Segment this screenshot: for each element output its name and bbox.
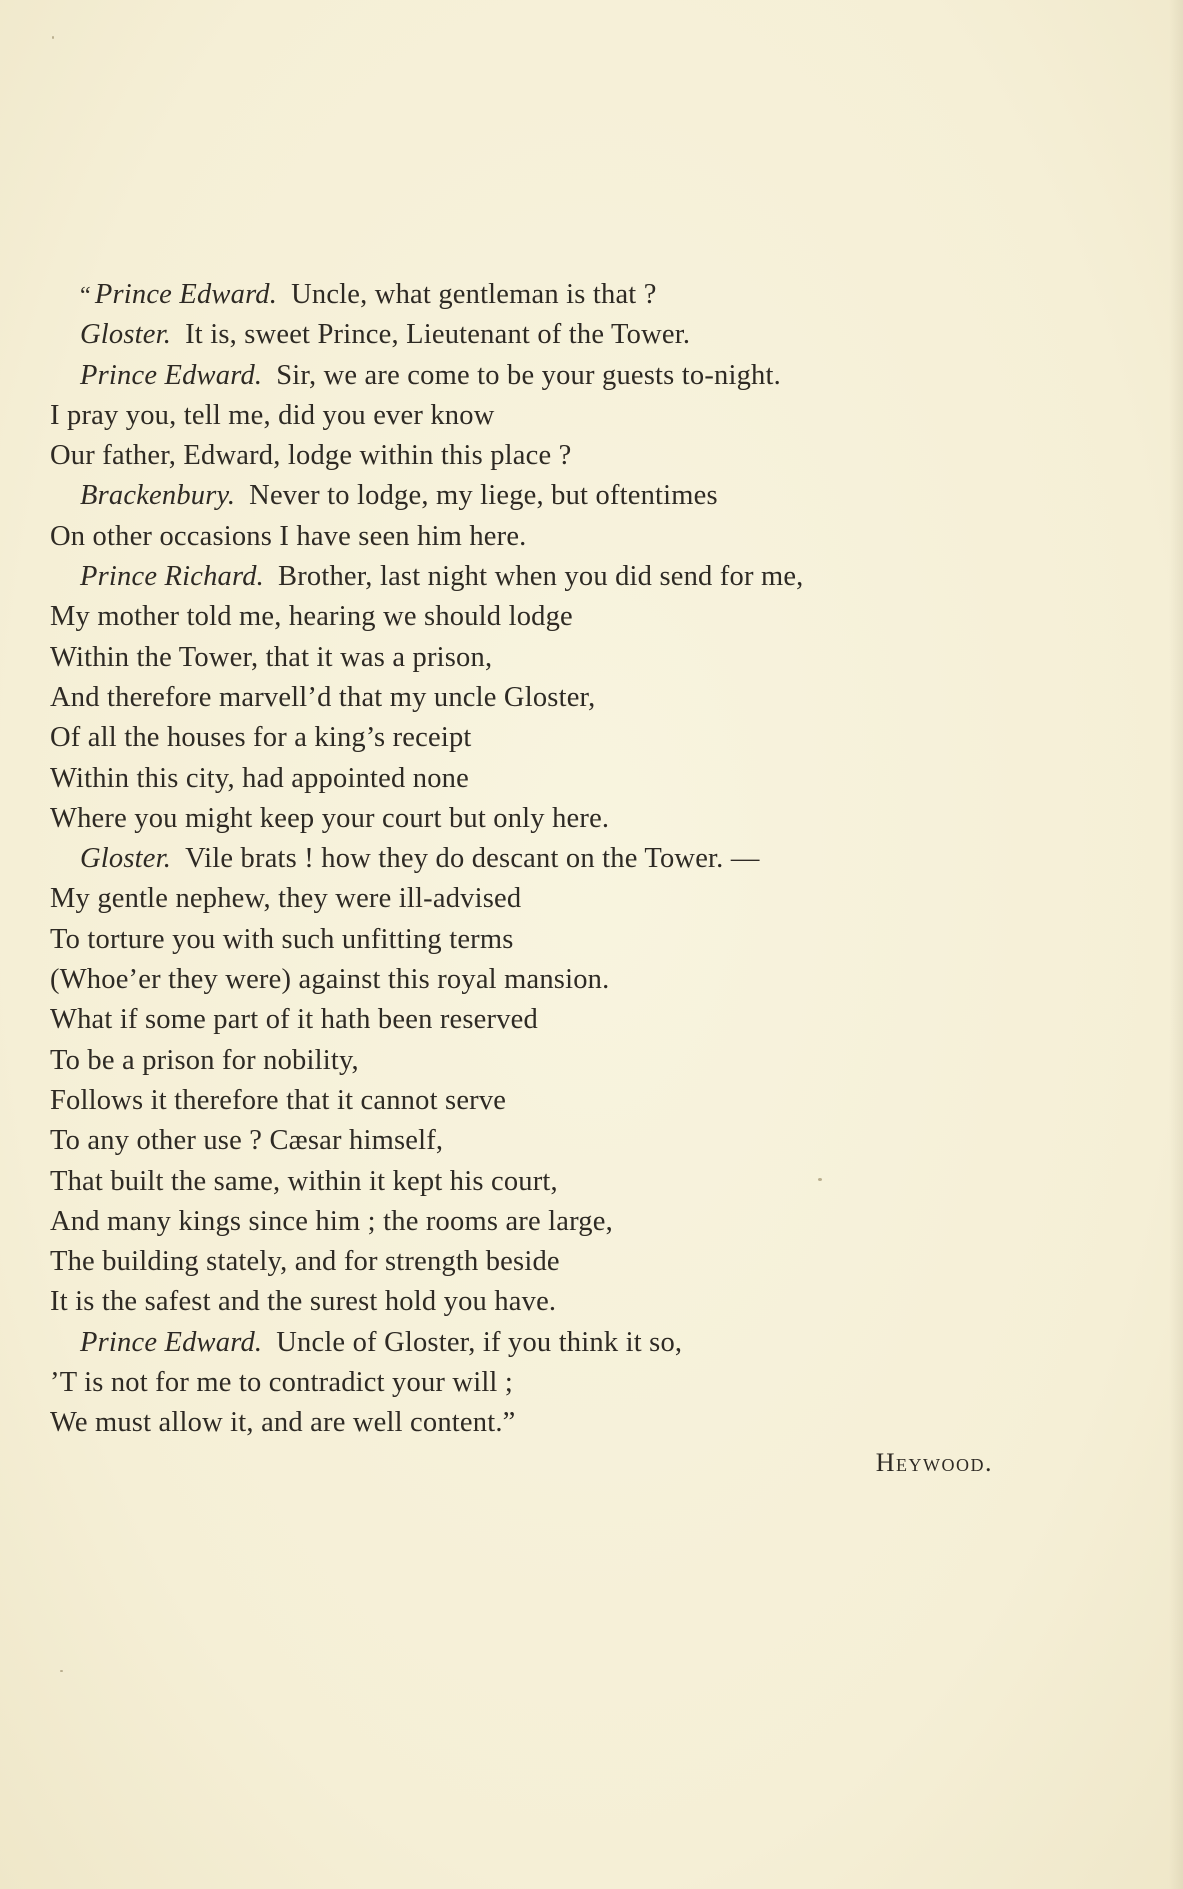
verse-line — [50, 1202, 1050, 1242]
verse-line — [50, 1162, 1050, 1202]
speaker-name: Prince Richard. — [80, 561, 264, 593]
speaker-name: Gloster. — [80, 319, 172, 351]
line-text: Where you might keep your court but only here. — [50, 802, 610, 834]
verse-line — [50, 396, 1050, 436]
speaker-name: Prince Edward. — [80, 1326, 263, 1358]
opening-quote-mark: “ — [80, 283, 91, 309]
verse-line — [50, 960, 1050, 1000]
verse-line — [50, 557, 1050, 597]
line-text: My mother told me, hearing we should lodge — [50, 601, 573, 633]
line-text: Of all the houses for a king’s receipt — [50, 722, 472, 754]
line-text: (Whoe’er they were) against this royal mansion. — [50, 964, 610, 996]
speaker-name: Gloster. — [80, 843, 172, 875]
verse-line — [50, 275, 1050, 315]
verse-line — [50, 759, 1050, 799]
line-text: Within the Tower, that it was a prison, — [50, 641, 493, 673]
verse-line — [50, 476, 1050, 516]
verse-line — [50, 678, 1050, 718]
verse-line — [50, 597, 1050, 637]
paper-speck — [60, 1670, 63, 1672]
page-edge-shadow — [1169, 0, 1183, 1889]
line-text: That built the same, within it kept his court, — [50, 1165, 558, 1197]
line-text: It is, sweet Prince, Lieutenant of the Tower. — [185, 319, 691, 351]
verse-passage — [50, 275, 1050, 1444]
line-text: And therefore marvell’d that my uncle Gloster, — [50, 681, 596, 713]
verse-line — [50, 799, 1050, 839]
line-text: And many kings since him ; the rooms are large, — [50, 1205, 613, 1237]
verse-line — [50, 1403, 1050, 1443]
line-text: Never to lodge, my liege, but oftentimes — [249, 480, 718, 512]
line-text: It is the safest and the surest hold you have. — [50, 1286, 557, 1318]
verse-line — [50, 839, 1050, 879]
verse-line — [50, 1363, 1050, 1403]
speaker-name: Prince Edward. — [94, 279, 278, 310]
line-text: ’T is not for me to contradict your will ; — [50, 1367, 513, 1399]
line-text: The building stately, and for strength beside — [50, 1246, 560, 1278]
line-text: Within this city, had appointed none — [50, 762, 469, 794]
verse-line — [50, 517, 1050, 557]
line-text: Sir, we are come to be your guests to-night. — [276, 359, 781, 391]
verse-line — [50, 1081, 1050, 1121]
verse-line — [50, 315, 1050, 355]
verse-line — [50, 718, 1050, 758]
line-text: Follows it therefore that it cannot serve — [50, 1084, 507, 1116]
verse-line — [50, 920, 1050, 960]
verse-line — [50, 356, 1050, 396]
line-text: To any other use ? Cæsar himself, — [50, 1125, 444, 1157]
speaker-name: Brackenbury. — [80, 480, 236, 512]
line-text: Uncle, what gentleman is that ? — [291, 279, 657, 310]
verse-line — [50, 638, 1050, 678]
line-text: My gentle nephew, they were ill-advised — [50, 883, 522, 915]
line-text: To be a prison for nobility, — [50, 1044, 359, 1076]
verse-line — [50, 1000, 1050, 1040]
verse-line — [50, 1121, 1050, 1161]
line-text: To torture you with such unfitting terms — [50, 923, 514, 955]
verse-line — [50, 1323, 1050, 1363]
line-text: On other occasions I have seen him here. — [50, 520, 527, 552]
verse-line — [50, 1242, 1050, 1282]
line-text: What if some part of it hath been reserved — [50, 1004, 538, 1036]
verse-line — [50, 1041, 1050, 1081]
line-text: Brother, last night when you did send for me, — [277, 561, 804, 593]
verse-line — [50, 1282, 1050, 1322]
verse-line — [50, 436, 1050, 476]
line-text: Vile brats ! how they do descant on the Tower. — — [185, 843, 760, 875]
speaker-name: Prince Edward. — [80, 359, 263, 391]
paper-speck — [818, 1178, 822, 1181]
line-text: Uncle of Gloster, if you think it so, — [276, 1326, 683, 1358]
line-text: I pray you, tell me, did you ever know — [50, 399, 495, 431]
line-text: Our father, Edward, lodge within this place ? — [50, 440, 572, 472]
line-text: We must allow it, and are well content.” — [50, 1407, 516, 1439]
verse-line — [50, 879, 1050, 919]
author-attribution: Heywood. — [875, 1448, 993, 1477]
paper-speck — [52, 36, 54, 39]
